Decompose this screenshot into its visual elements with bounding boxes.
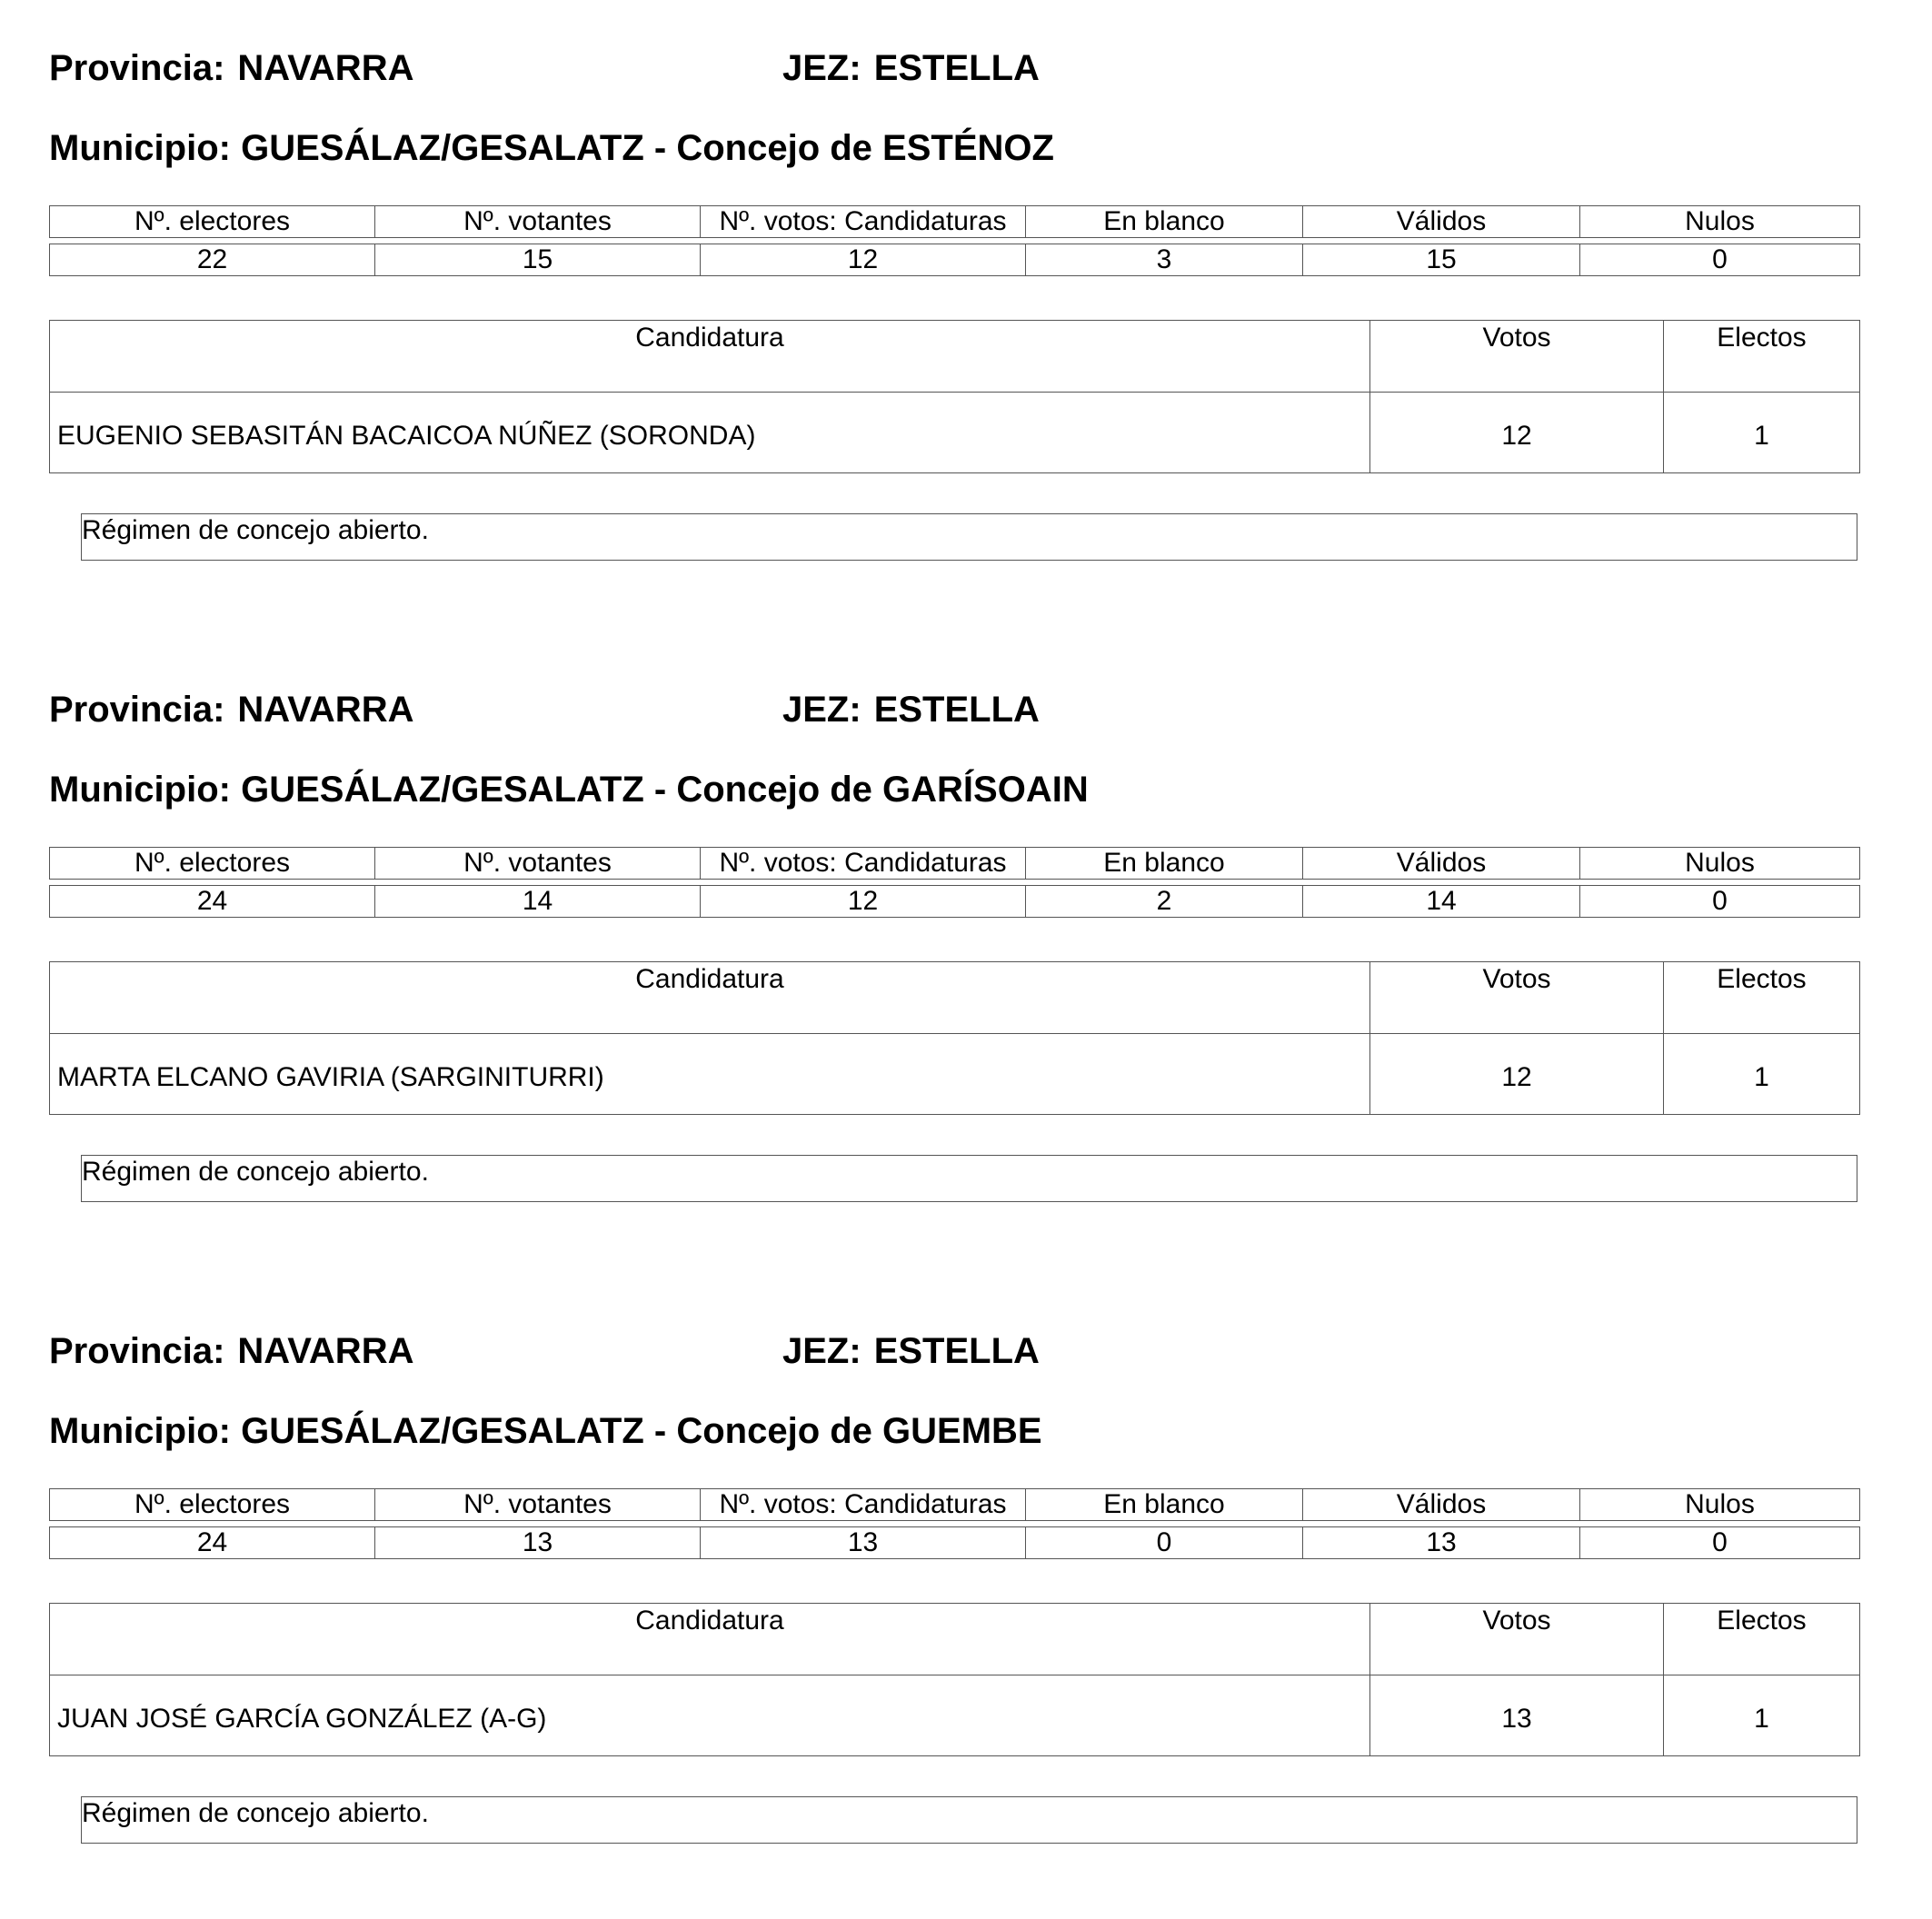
stats-header-cell: En blanco bbox=[1026, 848, 1303, 880]
stats-value-cell: 14 bbox=[1303, 886, 1580, 918]
stats-header-cell: Válidos bbox=[1303, 206, 1580, 238]
jez-line bbox=[782, 1330, 1040, 1372]
provincia-value: NAVARRA bbox=[237, 690, 414, 730]
electos-header: Electos bbox=[1664, 1604, 1860, 1675]
concejo-section bbox=[0, 0, 1932, 636]
provincia-label: Provincia: bbox=[49, 1331, 225, 1371]
stats-header-cell: Nº. electores bbox=[50, 206, 375, 238]
stats-values-table bbox=[49, 885, 1860, 918]
jez-value: ESTELLA bbox=[873, 1331, 1040, 1371]
stats-value-cell: 0 bbox=[1026, 1527, 1303, 1559]
votos-header: Votos bbox=[1370, 1604, 1664, 1675]
electos-header: Electos bbox=[1664, 321, 1860, 393]
stats-value-cell: 13 bbox=[375, 1527, 701, 1559]
stats-header-cell: Nº. electores bbox=[50, 848, 375, 880]
stats-header-cell: Nº. votos: Candidaturas bbox=[701, 1489, 1026, 1521]
candidate-electos: 1 bbox=[1664, 393, 1860, 473]
provincia-label: Provincia: bbox=[49, 690, 225, 730]
stats-value-cell: 24 bbox=[50, 1527, 375, 1559]
stats-header-cell: Nº. votantes bbox=[375, 206, 701, 238]
candidatura-header: Candidatura bbox=[50, 321, 1370, 393]
municipio-value: GUESÁLAZ/GESALATZ - Concejo de ESTÉNOZ bbox=[241, 128, 1054, 168]
stats-value-cell: 22 bbox=[50, 244, 375, 276]
concejo-section bbox=[0, 641, 1932, 1278]
municipio-line bbox=[49, 127, 1054, 169]
stats-value-cell: 24 bbox=[50, 886, 375, 918]
stats-values-table bbox=[49, 244, 1860, 276]
concejo-section bbox=[0, 1283, 1932, 1919]
candidates-table bbox=[49, 320, 1860, 473]
stats-value-cell: 13 bbox=[1303, 1527, 1580, 1559]
stats-header-cell: Nulos bbox=[1580, 1489, 1860, 1521]
stats-header-cell: Nº. votos: Candidaturas bbox=[701, 206, 1026, 238]
stats-header-table bbox=[49, 1488, 1860, 1521]
stats-value-cell: 0 bbox=[1580, 1527, 1860, 1559]
stats-value-cell: 15 bbox=[1303, 244, 1580, 276]
table-row bbox=[50, 393, 1860, 473]
stats-value-cell: 0 bbox=[1580, 886, 1860, 918]
stats-value-cell: 2 bbox=[1026, 886, 1303, 918]
stats-header-cell: Nulos bbox=[1580, 206, 1860, 238]
candidate-electos: 1 bbox=[1664, 1675, 1860, 1756]
votos-header: Votos bbox=[1370, 321, 1664, 393]
jez-label: JEZ: bbox=[782, 1331, 861, 1371]
stats-value-cell: 15 bbox=[375, 244, 701, 276]
jez-line bbox=[782, 689, 1040, 731]
candidates-table bbox=[49, 961, 1860, 1115]
votos-header: Votos bbox=[1370, 962, 1664, 1034]
candidates-table bbox=[49, 1603, 1860, 1756]
provincia-value: NAVARRA bbox=[237, 48, 414, 88]
provincia-value: NAVARRA bbox=[237, 1331, 414, 1371]
stats-header-cell: Nº. electores bbox=[50, 1489, 375, 1521]
jez-label: JEZ: bbox=[782, 690, 861, 730]
candidate-name: MARTA ELCANO GAVIRIA (SARGINITURRI) bbox=[50, 1034, 1370, 1115]
stats-header-cell: Nulos bbox=[1580, 848, 1860, 880]
regime-note: Régimen de concejo abierto. bbox=[81, 1155, 1857, 1202]
candidate-name: EUGENIO SEBASITÁN BACAICOA NÚÑEZ (SORONDA) bbox=[50, 393, 1370, 473]
stats-values-table bbox=[49, 1526, 1860, 1559]
municipio-value: GUESÁLAZ/GESALATZ - Concejo de GUEMBE bbox=[241, 1411, 1042, 1451]
stats-header-cell: Nº. votantes bbox=[375, 1489, 701, 1521]
jez-value: ESTELLA bbox=[873, 48, 1040, 88]
stats-header-table bbox=[49, 847, 1860, 880]
jez-line bbox=[782, 47, 1040, 89]
regime-note: Régimen de concejo abierto. bbox=[81, 1796, 1857, 1844]
electos-header: Electos bbox=[1664, 962, 1860, 1034]
municipio-line bbox=[49, 769, 1089, 810]
jez-label: JEZ: bbox=[782, 48, 861, 88]
provincia-line bbox=[49, 47, 413, 89]
municipio-label: Municipio: bbox=[49, 770, 231, 810]
table-row bbox=[50, 1675, 1860, 1756]
stats-header-table bbox=[49, 205, 1860, 238]
provincia-line bbox=[49, 689, 413, 731]
candidate-votos: 12 bbox=[1370, 393, 1664, 473]
stats-value-cell: 12 bbox=[701, 886, 1026, 918]
stats-header-cell: Válidos bbox=[1303, 1489, 1580, 1521]
regime-note: Régimen de concejo abierto. bbox=[81, 513, 1857, 561]
municipio-value: GUESÁLAZ/GESALATZ - Concejo de GARÍSOAIN bbox=[241, 770, 1089, 810]
stats-value-cell: 12 bbox=[701, 244, 1026, 276]
stats-header-cell: Nº. votantes bbox=[375, 848, 701, 880]
stats-value-cell: 0 bbox=[1580, 244, 1860, 276]
candidatura-header: Candidatura bbox=[50, 1604, 1370, 1675]
table-row bbox=[50, 1034, 1860, 1115]
stats-header-cell: En blanco bbox=[1026, 206, 1303, 238]
provincia-label: Provincia: bbox=[49, 48, 225, 88]
candidate-votos: 13 bbox=[1370, 1675, 1664, 1756]
stats-value-cell: 14 bbox=[375, 886, 701, 918]
candidate-votos: 12 bbox=[1370, 1034, 1664, 1115]
stats-value-cell: 13 bbox=[701, 1527, 1026, 1559]
municipio-line bbox=[49, 1410, 1042, 1452]
municipio-label: Municipio: bbox=[49, 128, 231, 168]
candidate-name: JUAN JOSÉ GARCÍA GONZÁLEZ (A-G) bbox=[50, 1675, 1370, 1756]
candidate-electos: 1 bbox=[1664, 1034, 1860, 1115]
stats-header-cell: Nº. votos: Candidaturas bbox=[701, 848, 1026, 880]
jez-value: ESTELLA bbox=[873, 690, 1040, 730]
stats-header-cell: En blanco bbox=[1026, 1489, 1303, 1521]
provincia-line bbox=[49, 1330, 413, 1372]
stats-value-cell: 3 bbox=[1026, 244, 1303, 276]
stats-header-cell: Válidos bbox=[1303, 848, 1580, 880]
candidatura-header: Candidatura bbox=[50, 962, 1370, 1034]
municipio-label: Municipio: bbox=[49, 1411, 231, 1451]
